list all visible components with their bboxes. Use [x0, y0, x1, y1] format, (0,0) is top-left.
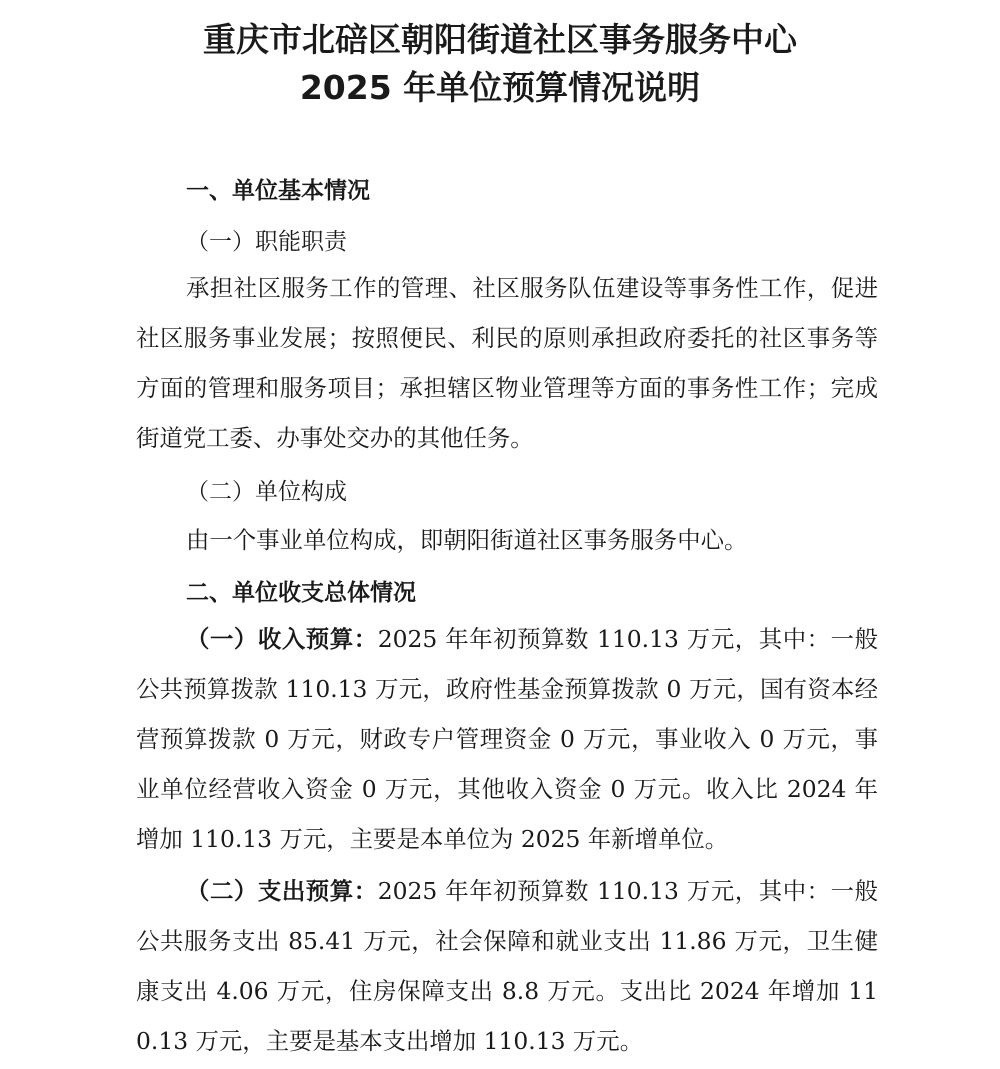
section2-income-paragraph: [136, 614, 878, 864]
document-title-line2: 2025 年单位预算情况说明: [299, 68, 701, 107]
section1-sub1-paragraph: 承担社区服务工作的管理、社区服务队伍建设等事务性工作，促进社区服务事业发展；按照便民、利民的原则承担政府委托的社区事务等方面的管理和服务项目；承担辖区物业管理等方面的事务性工作；完成街道党工委、办事处交办的其他任务。: [136, 274, 878, 452]
expense-text: 2025 年年初预算数 110.13 万元，其中：一般公共服务支出 85.41 万元，社会保障和就业支出 11.86 万元，卫生健康支出 4.06 万元，住房保障支出 8.8 万元。支出比 2024 年增加 110.13 万元，主要是基本支出增加 110.13 万元。: [136, 877, 878, 1055]
section2-expense-paragraph: [136, 866, 878, 1066]
expense-lead: （二）支出预算：: [186, 877, 378, 905]
income-lead: （一）收入预算：: [186, 625, 378, 653]
section2-heading: 二、单位收支总体情况: [186, 580, 416, 606]
section1-heading: 一、单位基本情况: [186, 178, 370, 204]
section1-sub2-paragraph: 由一个事业单位构成，即朝阳街道社区事务服务中心。: [186, 526, 748, 554]
section1-sub2-heading: （二）单位构成: [186, 479, 347, 505]
income-text: 2025 年年初预算数 110.13 万元，其中：一般公共预算拨款 110.13 万元，政府性基金预算拨款 0 万元，国有资本经营预算拨款 0 万元，财政专户管理资金 0 万元，事业收入 0 万元，事业单位经营收入资金 0 万元，其他收入资金 0 万元。收入比 2024 年增加 110.13 万元，主要是本单位为 2025 年新增单位。: [136, 625, 878, 853]
section1-sub1-heading: （一）职能职责: [186, 229, 347, 255]
document-title-line1: 重庆市北碚区朝阳街道社区事务服务中心: [203, 20, 797, 59]
